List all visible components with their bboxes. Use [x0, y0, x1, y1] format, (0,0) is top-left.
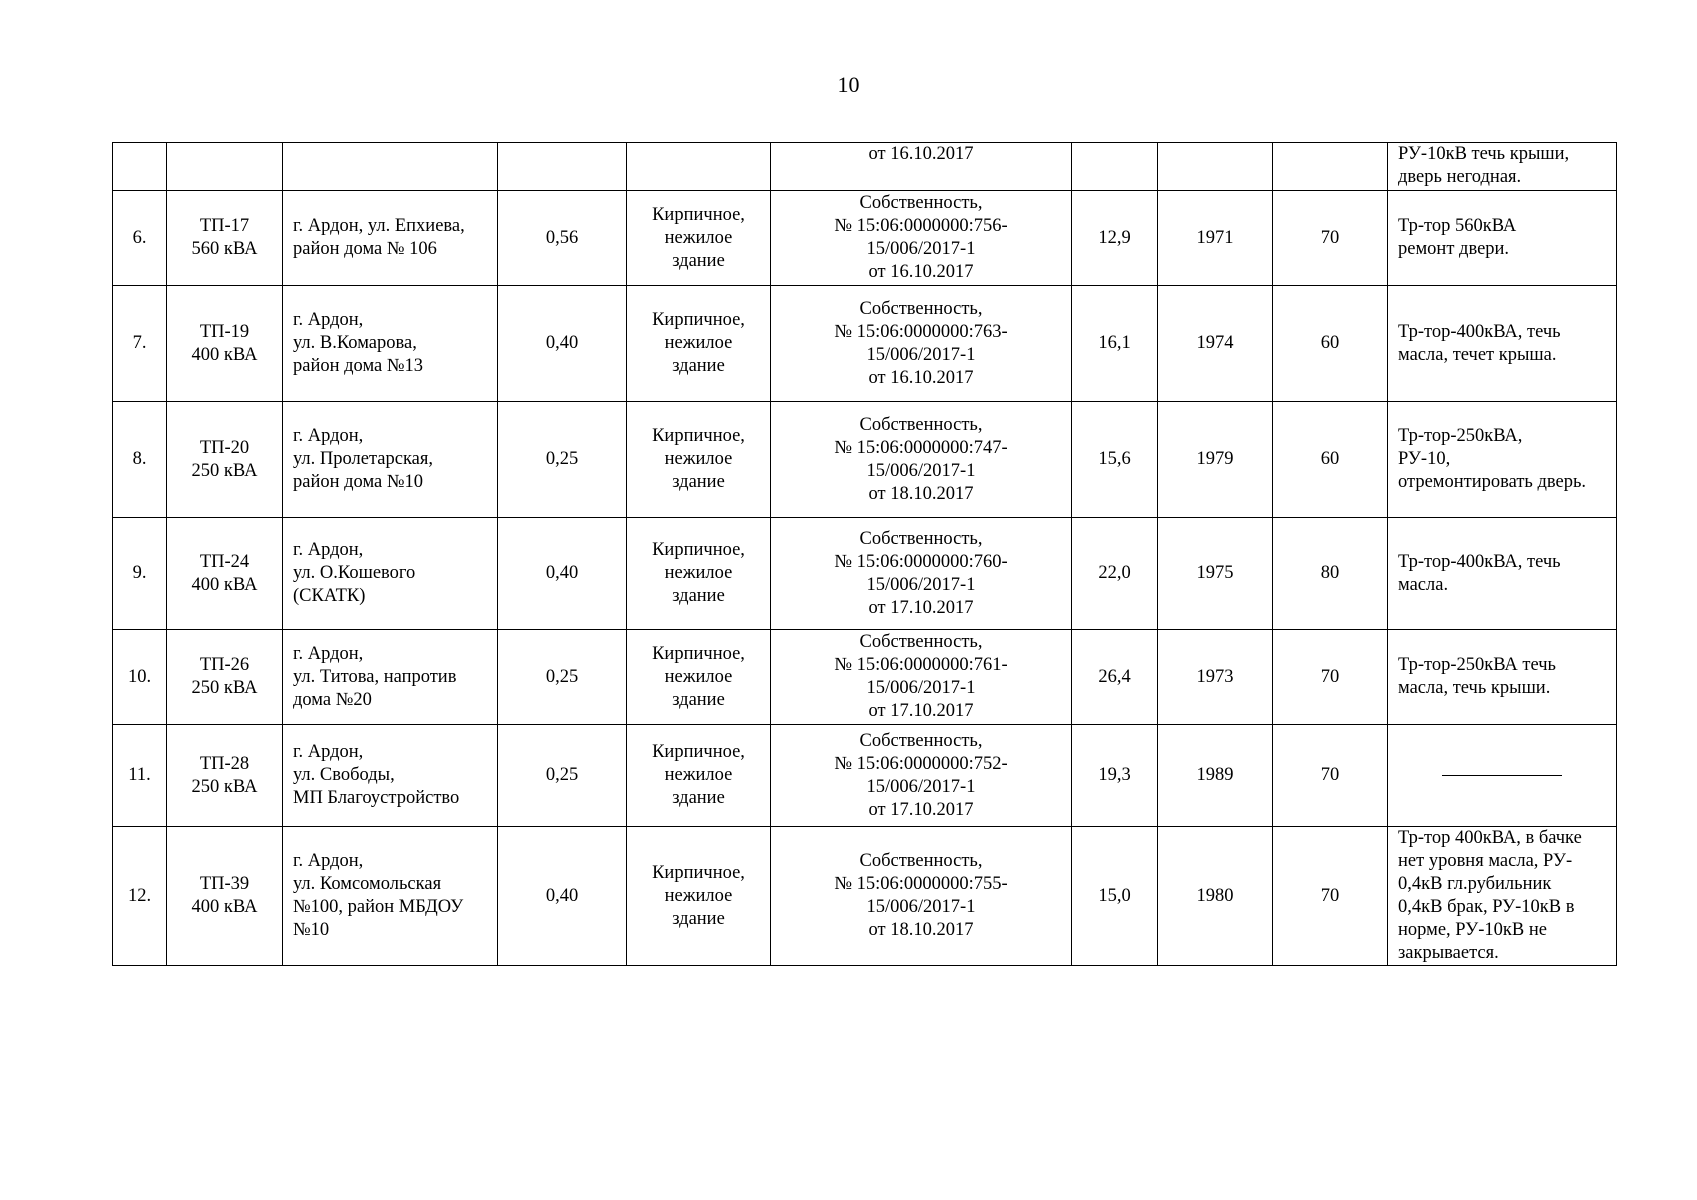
- table-row: [113, 827, 1617, 966]
- cell-area: 15,0: [1072, 827, 1158, 966]
- cell-num: 6.: [113, 191, 167, 286]
- cell-year: 1971: [1158, 191, 1273, 286]
- cell-name: ТП-26 250 кВА: [167, 630, 283, 725]
- cell-power: 0,25: [498, 630, 627, 725]
- cell-doc: Собственность, № 15:06:0000000:756- 15/006/2017-1 от 16.10.2017: [771, 191, 1072, 286]
- cell-type: Кирпичное, нежилое здание: [627, 518, 771, 630]
- cell-type: Кирпичное, нежилое здание: [627, 725, 771, 827]
- cell-area: 15,6: [1072, 402, 1158, 518]
- cell-wear: 70: [1273, 827, 1388, 966]
- cell-note: [1388, 725, 1617, 827]
- cell-note: Тр-тор-400кВА, течь масла, течет крыша.: [1388, 286, 1617, 402]
- cell-year: [1158, 143, 1273, 191]
- cell-address: г. Ардон, ул. Пролетарская, район дома №10: [283, 402, 498, 518]
- cell-doc: Собственность, № 15:06:0000000:760- 15/006/2017-1 от 17.10.2017: [771, 518, 1072, 630]
- cell-address: г. Ардон, ул. В.Комарова, район дома №13: [283, 286, 498, 402]
- cell-power: 0,40: [498, 827, 627, 966]
- cell-wear: 70: [1273, 191, 1388, 286]
- cell-name: ТП-20 250 кВА: [167, 402, 283, 518]
- cell-name: ТП-39 400 кВА: [167, 827, 283, 966]
- cell-num: 9.: [113, 518, 167, 630]
- cell-note: Тр-тор-400кВА, течь масла.: [1388, 518, 1617, 630]
- cell-power: 0,25: [498, 402, 627, 518]
- cell-note: Тр-тор-250кВА, РУ-10, отремонтировать дверь.: [1388, 402, 1617, 518]
- cell-year: 1979: [1158, 402, 1273, 518]
- cell-name: ТП-19 400 кВА: [167, 286, 283, 402]
- table-row: [113, 518, 1617, 630]
- cell-power: 0,40: [498, 518, 627, 630]
- cell-power: 0,40: [498, 286, 627, 402]
- cell-wear: 70: [1273, 725, 1388, 827]
- cell-num: 12.: [113, 827, 167, 966]
- table-row: [113, 286, 1617, 402]
- cell-name: ТП-24 400 кВА: [167, 518, 283, 630]
- cell-type: Кирпичное, нежилое здание: [627, 827, 771, 966]
- cell-wear: 80: [1273, 518, 1388, 630]
- cell-year: 1974: [1158, 286, 1273, 402]
- cell-power: 0,56: [498, 191, 627, 286]
- table-row: [113, 191, 1617, 286]
- cell-area: 26,4: [1072, 630, 1158, 725]
- cell-doc: Собственность, № 15:06:0000000:761- 15/006/2017-1 от 17.10.2017: [771, 630, 1072, 725]
- cell-address: г. Ардон, ул. Свободы, МП Благоустройство: [283, 725, 498, 827]
- cell-address: г. Ардон, ул. Комсомольская №100, район МБДОУ №10: [283, 827, 498, 966]
- cell-doc: Собственность, № 15:06:0000000:752- 15/006/2017-1 от 17.10.2017: [771, 725, 1072, 827]
- cell-year: 1989: [1158, 725, 1273, 827]
- cell-area: 22,0: [1072, 518, 1158, 630]
- cell-note: Тр-тор 560кВА ремонт двери.: [1388, 191, 1617, 286]
- cell-year: 1973: [1158, 630, 1273, 725]
- cell-type: Кирпичное, нежилое здание: [627, 402, 771, 518]
- page-number: 10: [837, 72, 860, 97]
- cell-doc: Собственность, № 15:06:0000000:755- 15/006/2017-1 от 18.10.2017: [771, 827, 1072, 966]
- cell-address: [283, 143, 498, 191]
- cell-note: РУ-10кВ течь крыши, дверь негодная.: [1388, 143, 1617, 191]
- table-row-continuation: [113, 143, 1617, 191]
- cell-type: [627, 143, 771, 191]
- cell-power: 0,25: [498, 725, 627, 827]
- cell-num: 8.: [113, 402, 167, 518]
- cell-type: Кирпичное, нежилое здание: [627, 286, 771, 402]
- cell-name: ТП-17 560 кВА: [167, 191, 283, 286]
- cell-num: [113, 143, 167, 191]
- substations-table: [112, 142, 1617, 966]
- cell-note: Тр-тор 400кВА, в бачке нет уровня масла, РУ- 0,4кВ гл.рубильник 0,4кВ брак, РУ-10кВ в норме, РУ-10кВ не закрывается.: [1388, 827, 1617, 966]
- cell-address: г. Ардон, ул. Епхиева, район дома № 106: [283, 191, 498, 286]
- table-row: [113, 725, 1617, 827]
- cell-note: Тр-тор-250кВА течь масла, течь крыши.: [1388, 630, 1617, 725]
- cell-type: Кирпичное, нежилое здание: [627, 191, 771, 286]
- cell-wear: 70: [1273, 630, 1388, 725]
- cell-name: ТП-28 250 кВА: [167, 725, 283, 827]
- cell-area: 19,3: [1072, 725, 1158, 827]
- cell-doc: Собственность, № 15:06:0000000:763- 15/006/2017-1 от 16.10.2017: [771, 286, 1072, 402]
- cell-name: [167, 143, 283, 191]
- cell-power: [498, 143, 627, 191]
- cell-area: [1072, 143, 1158, 191]
- cell-address: г. Ардон, ул. О.Кошевого (СКАТК): [283, 518, 498, 630]
- empty-dash-line: [1442, 775, 1562, 776]
- cell-year: 1980: [1158, 827, 1273, 966]
- table-row: [113, 402, 1617, 518]
- cell-wear: 60: [1273, 402, 1388, 518]
- cell-num: 7.: [113, 286, 167, 402]
- table-row: [113, 630, 1617, 725]
- cell-wear: 60: [1273, 286, 1388, 402]
- cell-num: 11.: [113, 725, 167, 827]
- cell-wear: [1273, 143, 1388, 191]
- cell-address: г. Ардон, ул. Титова, напротив дома №20: [283, 630, 498, 725]
- cell-type: Кирпичное, нежилое здание: [627, 630, 771, 725]
- cell-area: 12,9: [1072, 191, 1158, 286]
- cell-doc: от 16.10.2017: [771, 143, 1072, 191]
- cell-year: 1975: [1158, 518, 1273, 630]
- cell-doc: Собственность, № 15:06:0000000:747- 15/006/2017-1 от 18.10.2017: [771, 402, 1072, 518]
- cell-area: 16,1: [1072, 286, 1158, 402]
- cell-num: 10.: [113, 630, 167, 725]
